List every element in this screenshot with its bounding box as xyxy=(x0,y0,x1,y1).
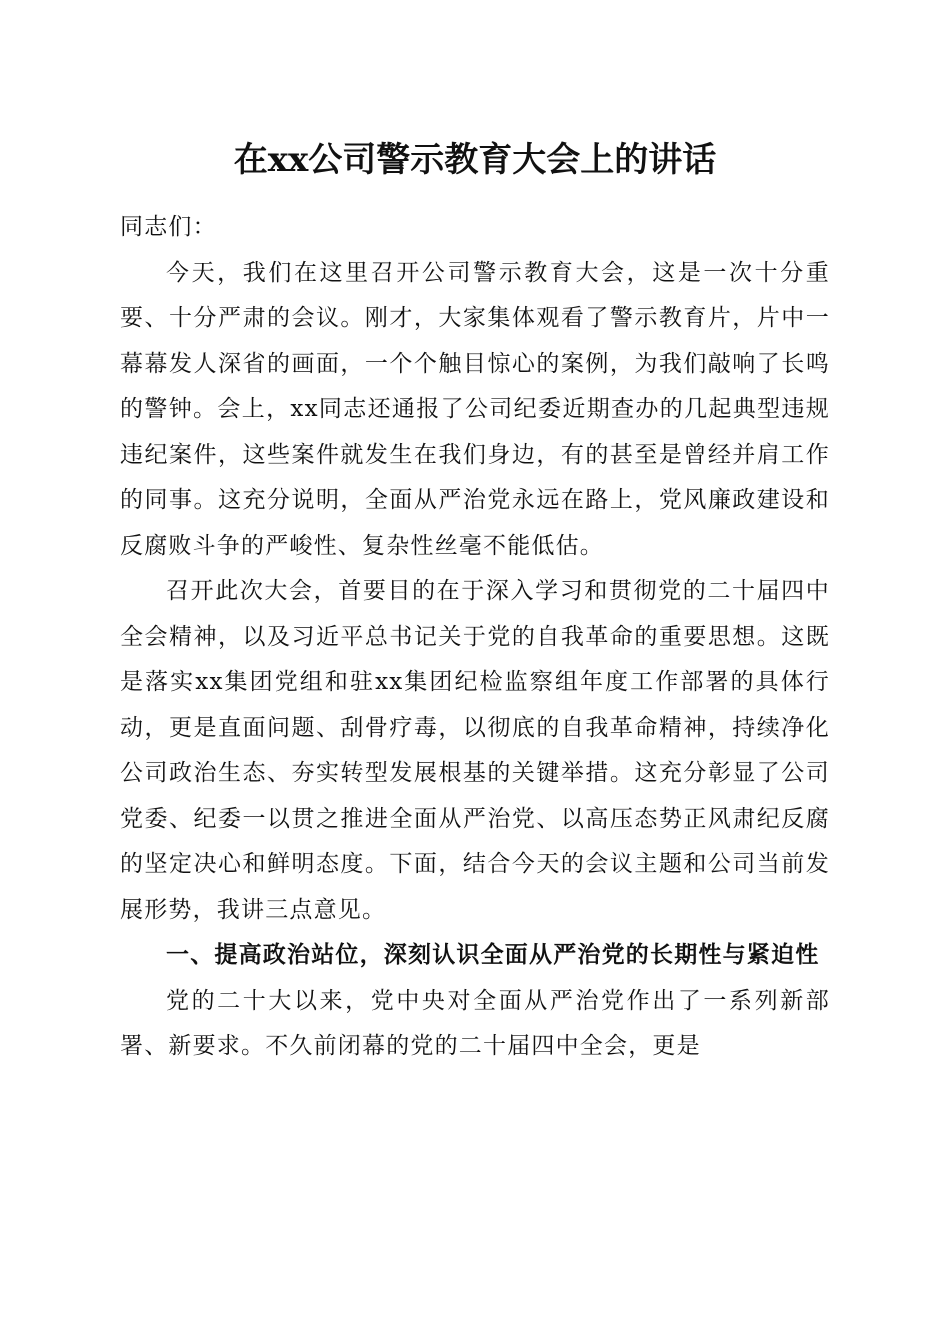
document-body xyxy=(120,205,830,1070)
paragraph-opening: 今天，我们在这里召开公司警示教育大会，这是一次十分重要、十分严肃的会议。刚才，大家集体观看了警示教育片，片中一幕幕发人深省的画面，一个个触目惊心的案例，为我们敲响了长鸣的警钟。会上，xx同志还通报了公司纪委近期查办的几起典型违规违纪案件，这些案件就发生在我们身边，有的甚至是曾经并肩工作的同事。这充分说明，全面从严治党永远在路上，党风廉政建设和反腐败斗争的严峻性、复杂性丝毫不能低估。 xyxy=(120,259,830,559)
salutation: 同志们： xyxy=(120,214,217,240)
paragraph-section-one: 党的二十大以来，党中央对全面从严治党作出了一系列新部署、新要求。不久前闭幕的党的二十届四中全会，更是 xyxy=(120,987,830,1059)
paragraph-purpose: 召开此次大会，首要目的在于深入学习和贯彻党的二十届四中全会精神，以及习近平总书记关于党的自我革命的重要思想。这既是落实xx集团党组和驻xx集团纪检监察组年度工作部署的具体行动，更是直面问题、刮骨疗毒，以彻底的自我革命精神，持续净化公司政治生态、夯实转型发展根基的关键举措。这充分彰显了公司党委、纪委一以贯之推进全面从严治党、以高压态势正风肃纪反腐的坚定决心和鲜明态度。下面，结合今天的会议主题和公司当前发展形势，我讲三点意见。 xyxy=(120,578,830,923)
section-heading-one: 一、提高政治站位，深刻认识全面从严治党的长期性与紧迫性 xyxy=(166,942,820,968)
document-title: 在xx公司警示教育大会上的讲话 xyxy=(233,140,717,180)
